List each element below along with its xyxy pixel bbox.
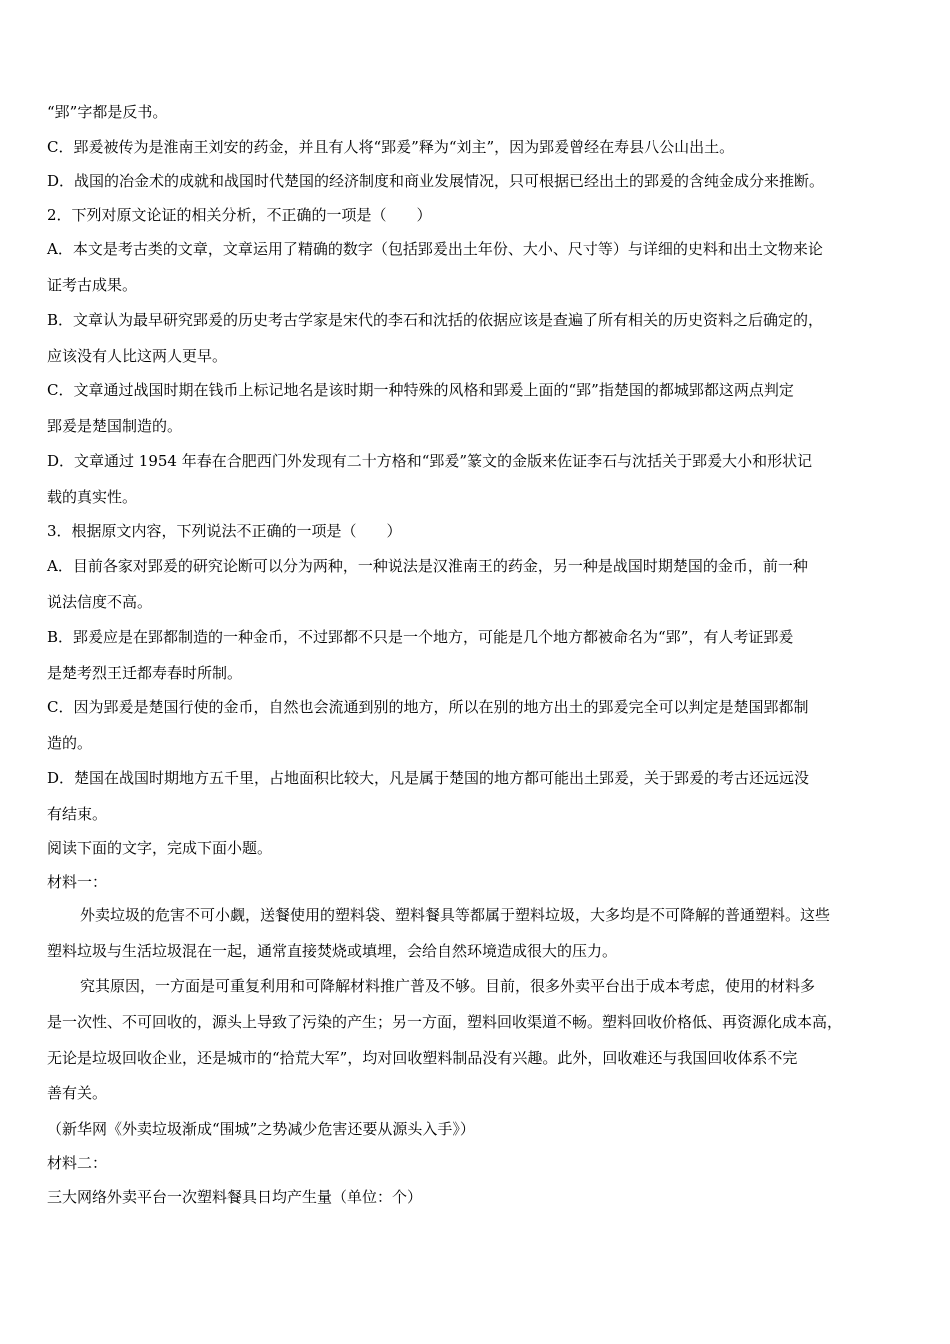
q3-option-b: B．郢爰应是在郢都制造的一种金币，不过郢都不只是一个地方，可能是几个地方都被命名为“郢”，有人考证郢爰: [47, 628, 794, 646]
q3-option-d: D．楚国在战国时期地方五千里，占地面积比较大，凡是属于楚国的地方都可能出土郢爰，关于郢爰的考古还远远没: [47, 769, 810, 787]
q2-option-d: D．文章通过 1954 年春在合肥西门外发现有二十方格和“郢爰”篆文的金版来佐证李石与沈括关于郢爰大小和形状记: [47, 452, 813, 470]
q3-option-d-cont: 有结束。: [47, 805, 108, 823]
material1-para2-line4: 善有关。: [47, 1084, 108, 1102]
q3-option-c: C．因为郢爰是楚国行使的金币，自然也会流通到别的地方，所以在别的地方出土的郢爰完全可以判定是楚国郢都制: [47, 698, 809, 716]
q1-option-c: C．郢爰被传为是淮南王刘安的药金，并且有人将“郢爰”释为“刘主”，因为郢爰曾经在寿县八公山出土。: [47, 138, 735, 156]
q2-option-c: C．文章通过战国时期在钱币上标记地名是该时期一种特殊的风格和郢爰上面的“郢”指楚国的都城郢都这两点判定: [47, 381, 794, 399]
q2-option-b-cont: 应该没有人比这两人更早。: [47, 347, 228, 365]
reading-intro: 阅读下面的文字，完成下面小题。: [47, 839, 273, 857]
q2-option-d-cont: 载的真实性。: [47, 488, 138, 506]
q3-option-b-cont: 是楚考烈王迁都寿春时所制。: [47, 664, 243, 682]
table-caption: 三大网络外卖平台一次塑料餐具日均产生量（单位：个）: [47, 1188, 423, 1206]
material2-label: 材料二：: [47, 1154, 108, 1172]
material1-para2-line1: 究其原因，一方面是可重复利用和可降解材料推广普及不够。目前，很多外卖平台出于成本考虑，使用的材料多: [80, 977, 816, 995]
q3-option-c-cont: 造的。: [47, 734, 93, 752]
material1-para2-line2: 是一次性、不可回收的，源头上导致了污染的产生；另一方面，塑料回收渠道不畅。塑料回收价格低、再资源化成本高，: [47, 1013, 843, 1031]
q2-option-b: B．文章认为最早研究郢爰的历史考古学家是宋代的李石和沈括的依据应该是查遍了所有相关的历史资料之后确定的，: [47, 311, 824, 329]
q3-option-a-cont: 说法信度不高。: [47, 593, 153, 611]
q3-option-a: A．目前各家对郢爰的研究论断可以分为两种，一种说法是汉淮南王的药金，另一种是战国时期楚国的金币，前一种: [47, 557, 808, 575]
q1-option-d: D．战国的冶金术的成就和战国时代楚国的经济制度和商业发展情况，只可根据已经出土的郢爰的含纯金成分来推断。: [47, 172, 825, 190]
material1-para2-line3: 无论是垃圾回收企业，还是城市的“拾荒大军”，均对回收塑料制品没有兴趣。此外，回收难还与我国回收体系不完: [47, 1049, 798, 1067]
material1-para1-line1: 外卖垃圾的危害不可小觑，送餐使用的塑料袋、塑料餐具等都属于塑料垃圾，大多均是不可降解的普通塑料。这些: [80, 906, 831, 924]
q3-stem: 3．根据原文内容，下列说法不正确的一项是（ ）: [47, 522, 402, 540]
q2-option-a-cont: 证考古成果。: [47, 276, 138, 294]
q2-option-a: A．本文是考古类的文章，文章运用了精确的数字（包括郢爰出土年份、大小、尺寸等）与详细的史料和出土文物来论: [47, 240, 823, 258]
material1-source: （新华网《外卖垃圾渐成“围城”之势减少危害还要从源头入手》）: [47, 1120, 475, 1138]
q2-stem: 2．下列对原文论证的相关分析，不正确的一项是（ ）: [47, 206, 432, 224]
q2-option-c-cont: 郢爰是楚国制造的。: [47, 417, 183, 435]
material1-label: 材料一：: [47, 873, 108, 891]
material1-para1-line2: 塑料垃圾与生活垃圾混在一起，通常直接焚烧或填埋，会给自然环境造成很大的压力。: [47, 942, 618, 960]
q1-fragment: “郢”字都是反书。: [47, 103, 168, 121]
